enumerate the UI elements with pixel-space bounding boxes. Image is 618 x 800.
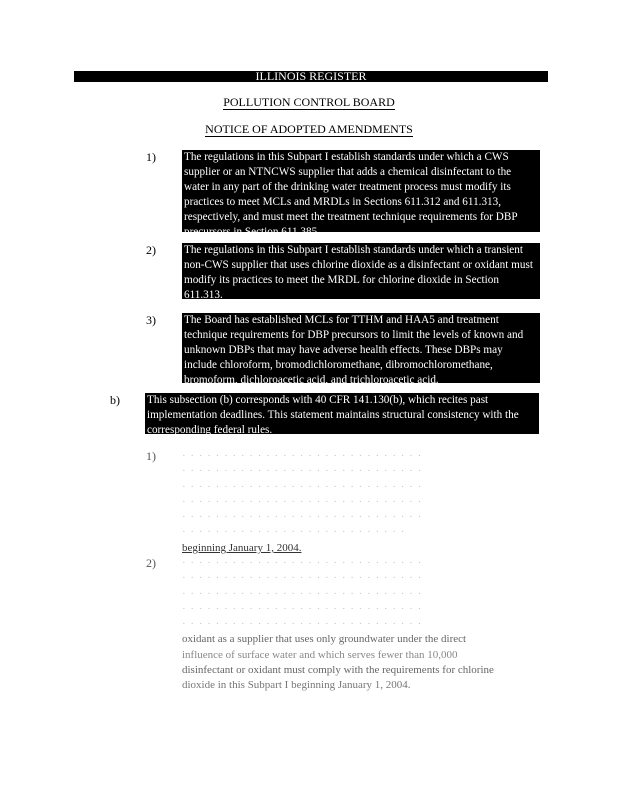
item-1-block	[182, 150, 540, 238]
item-2-number: 2)	[146, 243, 156, 257]
item-3-block	[182, 313, 540, 386]
register-title: ILLINOIS REGISTER	[255, 69, 367, 83]
faded-item-2-number: 2)	[146, 556, 156, 570]
item-2-text: The regulations in this Subpart I establish standards under which a transient non-CWS supplier that uses chlorine dioxide as a disinfectant or oxidant must modify its practices to meet the MRDL for chlorine dioxide in Section 611.313.	[184, 244, 533, 301]
subsection-b-text: This subsection (b) corresponds with 40 CFR 141.130(b), which recites past implementation deadlines. This statement maintains structural consistency with the corresponding federal rules.	[147, 394, 519, 436]
faded-item-1-number: 1)	[146, 449, 156, 463]
faded-item-1-illegible: · · · · · · · · · · · · · · · · · · · · · · · · · · · · · · · · · · · · · · · · · · · · · · · · · · · · · · · · · · · · · · · · · · · · · · · · · · · · · · · · · · · · · · · · · · · · · · · · · · · · · · · · · · · · · · · · · · · · · · · · · · · · · · · · · · · · · · · · · · · · · · · · · · · · · · · · · · · · · · · · · · · · · · · · · · · ·	[182, 450, 423, 539]
notice-title-text: NOTICE OF ADOPTED AMENDMENTS	[205, 122, 413, 136]
register-header-bar	[74, 71, 548, 82]
item-3-text: The Board has established MCLs for TTHM and HAA5 and treatment technique requirements for DBP precursors to limit the levels of known and unknown DBPs that may have adverse health effects. These DBPs may include chloroform, bromodichloromethane, dibromochloromethane, bromoform, dichloroacetic acid, and trichloroacetic acid.	[184, 314, 524, 386]
board-title	[0, 96, 618, 109]
faded-item-1-block	[182, 449, 540, 556]
item-3-number: 3)	[146, 313, 156, 327]
faded-item-2-block	[182, 556, 544, 694]
faded-item-2-line9: dioxide in this Subpart I beginning January 1, 2004.	[182, 679, 411, 692]
subsection-b-number: b)	[110, 393, 120, 407]
board-title-text: POLLUTION CONTROL BOARD	[223, 95, 395, 109]
subsection-b-block	[145, 393, 539, 434]
item-1-number: 1)	[146, 150, 156, 164]
item-2-block	[182, 243, 540, 299]
faded-item-2-illegible: · · · · · · · · · · · · · · · · · · · · · · · · · · · · · · · · · · · · · · · · · · · · · · · · · · · · · · · · · · · · · · · · · · · · · · · · · · · · · · · · · · · · · · · · · · · · · · · · · · · · · · · · · · · · · · · · · · · · · · · · · · · · · · · · · · · · · · · · · · · · · · · · ·	[182, 557, 423, 631]
faded-item-1-tail: beginning January 1, 2004.	[182, 541, 302, 554]
faded-item-2-line8: disinfectant or oxidant must comply with the requirements for chlorine	[182, 664, 494, 677]
notice-title	[0, 123, 618, 136]
item-1-text: The regulations in this Subpart I establish standards under which a CWS supplier or an NTNCWS supplier that adds a chemical disinfectant to the water in any part of the drinking water treatment process must modify its practices to meet MCLs and MRDLs in Sections 611.312 and 611.313, respectively, and must meet the treatment technique requirements for DBP precursors in Section 611.385.	[184, 151, 518, 238]
faded-item-2-line7: influence of surface water and which serves fewer than 10,000	[182, 648, 458, 661]
faded-item-2-line6: oxidant as a supplier that uses only groundwater under the direct	[182, 633, 467, 646]
